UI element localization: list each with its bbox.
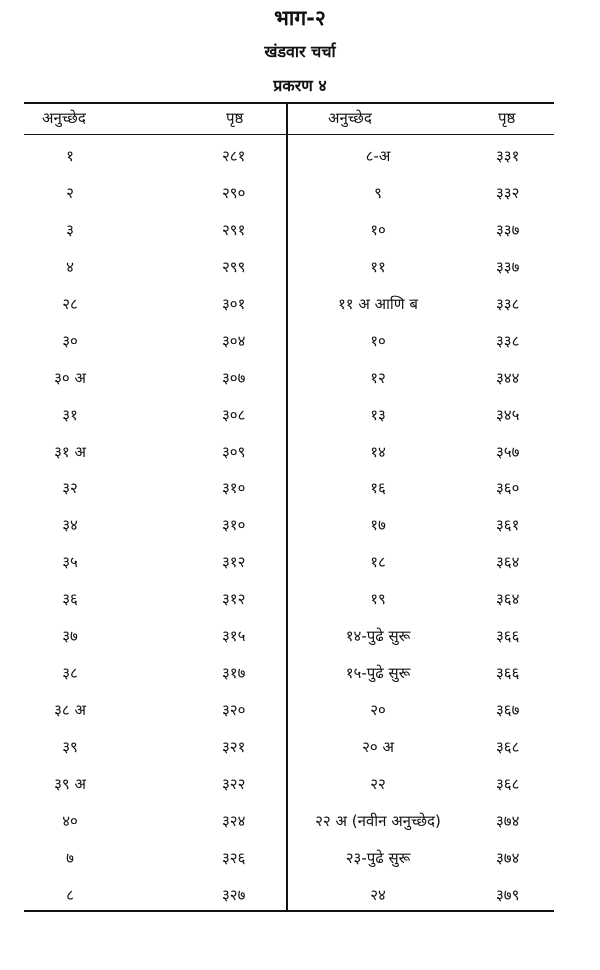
left-article-cell: ३० अ [54,368,86,387]
table-row [0,840,600,877]
right-page-cell: ३६६ [496,664,520,683]
right-page-cell: ३३८ [496,331,520,350]
right-article-cell: १७ [370,516,386,535]
right-page-cell: ३३७ [496,220,520,239]
left-article-cell: ३२ [62,479,78,498]
table-row [0,323,600,360]
table-row [0,212,600,249]
left-page-cell: ३२० [222,701,246,720]
left-page-cell: ३०९ [222,442,246,461]
left-article-cell: ३८ अ [54,701,86,720]
index-table-body [0,138,600,914]
right-page-cell: ३५७ [496,442,520,461]
right-page-cell: ३३२ [496,183,520,202]
right-page-cell: ३३८ [496,294,520,313]
left-page-cell: ३०४ [222,331,246,350]
left-page-cell: ३१० [222,479,246,498]
left-article-cell: ७ [66,848,74,867]
left-page-cell: ३०१ [222,294,246,313]
right-article-cell: २४ [370,885,386,904]
table-row [0,581,600,618]
left-article-cell: ३८ [62,664,78,683]
left-article-cell: ३१ [62,405,78,424]
left-page-cell: ३१० [222,516,246,535]
table-row [0,692,600,729]
left-article-cell: ३४ [62,516,78,535]
table-row [0,138,600,175]
right-article-cell: ९ [374,183,382,202]
left-page-cell: ३२१ [222,738,246,756]
left-page-cell: ३२२ [222,774,246,793]
left-page-cell: ३१२ [222,553,246,572]
table-row [0,877,600,914]
table-row [0,175,600,212]
left-article-cell: ४ [66,257,74,276]
right-article-cell: २२ अ (नवीन अनुच्छेद) [315,811,441,830]
header-left-page: पृष्ठ [226,109,244,127]
left-article-cell: ३९ [62,738,78,756]
left-page-cell: ३०८ [222,405,246,424]
right-article-cell: २० अ [362,738,394,756]
section-title: खंडवार चर्चा [264,42,336,61]
left-article-cell: ३९ अ [54,774,86,793]
left-article-cell: ३६ [62,590,78,609]
left-page-cell: ३१२ [222,590,246,609]
left-article-cell: ३ [66,220,74,239]
table-row [0,766,600,803]
right-article-cell: १५-पुढे सुरू [345,664,411,683]
right-article-cell: १३ [370,405,386,424]
table-row [0,729,600,766]
left-page-cell: ३२७ [222,885,246,904]
left-page-cell: २९१ [222,220,246,239]
right-page-cell: ३६० [496,479,520,498]
chapter-title: प्रकरण ४ [273,76,327,95]
right-page-cell: ३६८ [496,774,520,793]
right-page-cell: ३४५ [496,405,520,424]
table-row [0,655,600,692]
right-article-cell: १९ [370,590,386,609]
table-row [0,544,600,581]
table-row [0,618,600,655]
table-row [0,397,600,434]
left-article-cell: १ [66,147,74,165]
left-page-cell: २९० [222,183,246,202]
left-article-cell: ४० [62,811,78,830]
right-article-cell: १६ [370,479,386,498]
right-article-cell: ८-अ [365,147,391,165]
right-article-cell: १४ [370,442,386,461]
right-article-cell: ११ [370,257,386,276]
left-page-cell: २८१ [222,147,246,165]
left-page-cell: ३०७ [222,368,246,387]
table-header-rule [24,134,554,135]
right-page-cell: ३३७ [496,257,520,276]
right-article-cell: २० [370,701,386,720]
right-page-cell: ३७९ [496,885,520,904]
right-page-cell: ३७४ [496,848,520,867]
table-top-rule [24,102,554,104]
left-page-cell: ३१५ [222,627,246,646]
left-article-cell: ३७ [62,627,78,646]
right-page-cell: ३४४ [496,368,520,387]
left-article-cell: ८ [66,885,74,904]
right-article-cell: १२ [370,368,386,387]
right-page-cell: ३६४ [496,590,520,609]
table-row [0,249,600,286]
right-page-cell: ३६६ [496,627,520,646]
right-article-cell: १० [370,331,386,350]
left-page-cell: ३१७ [222,664,246,683]
table-row [0,360,600,397]
right-page-cell: ३६७ [496,701,520,720]
header-right-page: पृष्ठ [498,109,516,127]
left-article-cell: २८ [62,294,78,313]
header-left-article: अनुच्छेद [42,109,86,127]
right-article-cell: २३-पुढे सुरू [345,848,411,867]
right-article-cell: २२ [370,774,386,793]
left-page-cell: ३२६ [222,848,246,867]
table-row [0,507,600,544]
right-article-cell: १४-पुढे सुरू [345,627,411,646]
header-right-article: अनुच्छेद [328,109,372,127]
part-title: भाग-२ [274,6,326,30]
left-article-cell: ३१ अ [54,442,86,461]
left-page-cell: ३२४ [222,811,246,830]
left-article-cell: ३० [62,331,78,350]
right-page-cell: ३७४ [496,811,520,830]
table-row [0,803,600,840]
table-row [0,434,600,471]
right-page-cell: ३६४ [496,553,520,572]
table-row [0,470,600,507]
left-article-cell: ३५ [62,553,78,572]
table-row [0,286,600,323]
right-page-cell: ३६१ [496,516,520,535]
left-article-cell: २ [66,183,74,202]
right-page-cell: ३३१ [496,147,520,165]
left-page-cell: २९९ [222,257,246,276]
right-article-cell: ११ अ आणि ब [338,294,418,313]
right-page-cell: ३६८ [496,738,520,756]
right-article-cell: १० [370,220,386,239]
right-article-cell: १८ [370,553,386,572]
